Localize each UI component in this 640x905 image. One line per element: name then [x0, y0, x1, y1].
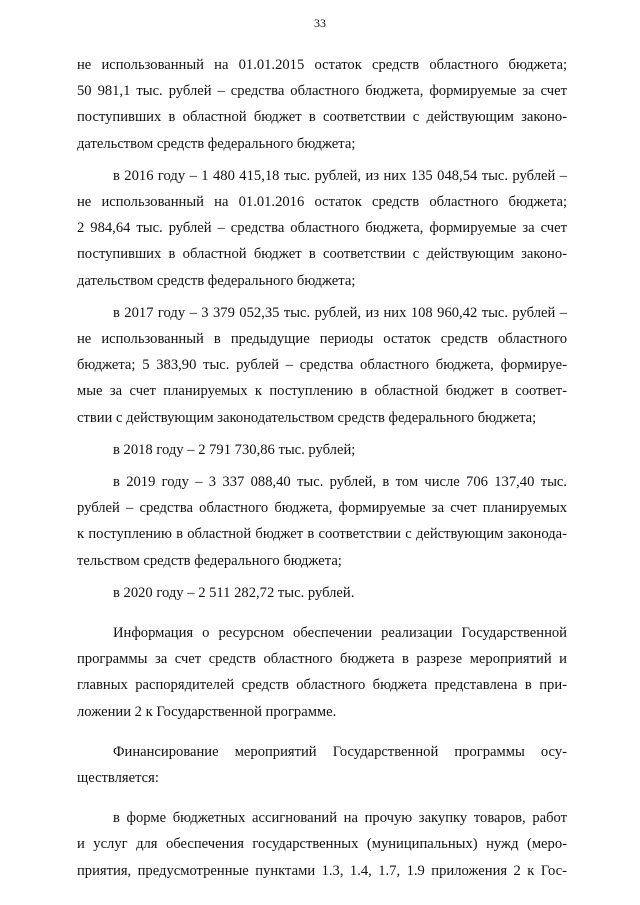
text-line: мые за счет планируемых к поступлению в областной бюджет в соответ- — [77, 383, 567, 400]
paragraph-2016 — [77, 163, 567, 294]
text-line: и услуг для обеспечения государственных (муниципальных) нужд (меро- — [77, 836, 567, 853]
paragraph-resource-info — [77, 620, 567, 725]
text-line: в 2019 году – 3 337 088,40 тыс. рублей, в том числе 706 137,40 тыс. — [113, 474, 567, 491]
text-line: в 2016 году – 1 480 415,18 тыс. рублей, из них 135 048,54 тыс. рублей – — [113, 167, 567, 184]
text-line: 2 984,64 тыс. рублей – средства областного бюджета, формируемые за счет — [77, 220, 567, 237]
paragraph-financing — [77, 739, 567, 791]
text-line: не использованный в предыдущие периоды остаток средств областного — [77, 331, 567, 348]
text-line: поступивших в областной бюджет в соответствии с действующим законо- — [77, 109, 567, 126]
text-line: главных распорядителей средств областного бюджета представлена в при- — [77, 677, 567, 694]
text-line: в 2018 году – 2 791 730,86 тыс. рублей; — [113, 441, 356, 458]
text-line: дательством средств федерального бюджета; — [77, 135, 356, 152]
text-line: не использованный на 01.01.2015 остаток средств областного бюджета; — [77, 57, 567, 73]
text-line: в 2020 году – 2 511 282,72 тыс. рублей. — [113, 584, 355, 601]
text-line: поступивших в областной бюджет в соответствии с действующим законо- — [77, 246, 567, 263]
text-line: в 2017 году – 3 379 052,35 тыс. рублей, из них 108 960,42 тыс. рублей – — [113, 304, 567, 321]
paragraph-budget-allocations — [77, 805, 567, 884]
paragraph-2019 — [77, 469, 567, 574]
text-line: программы за счет средств областного бюджета в разрезе мероприятий и — [77, 651, 567, 668]
text-line: бюджета; 5 383,90 тыс. рублей – средства областного бюджета, формируе- — [77, 357, 567, 374]
paragraph-2017 — [77, 300, 567, 431]
text-line: Информация о ресурсном обеспечении реализации Государственной — [113, 625, 567, 642]
text-line: не использованный на 01.01.2016 остаток средств областного бюджета; — [77, 194, 567, 211]
text-line: в форме бюджетных ассигнований на прочую закупку товаров, работ — [113, 810, 567, 827]
text-line: дательством средств федерального бюджета; — [77, 272, 356, 289]
paragraph-2020 — [77, 580, 567, 606]
text-line: ложении 2 к Государственной программе. — [77, 703, 337, 720]
text-line: 50 981,1 тыс. рублей – средства областного бюджета, формируемые за счет — [77, 83, 567, 100]
text-line: приятия, предусмотренные пунктами 1.3, 1.4, 1.7, 1.9 приложения 2 к Гос- — [77, 862, 567, 879]
paragraph-2018 — [77, 437, 567, 463]
text-line: ществляется: — [77, 770, 159, 787]
document-body — [77, 52, 567, 884]
text-line: тельством средств федерального бюджета; — [77, 552, 342, 569]
text-line: Финансирование мероприятий Государственной программы осу- — [113, 743, 567, 760]
paragraph-2015-remainder — [77, 52, 567, 157]
text-line: к поступлению в областной бюджет в соответствии с действующим законода- — [77, 526, 567, 543]
text-line: ствии с действующим законодательством средств федерального бюджета; — [77, 409, 537, 426]
page-number: 33 — [314, 16, 326, 30]
text-line: рублей – средства областного бюджета, формируемые за счет планируемых — [77, 500, 567, 517]
